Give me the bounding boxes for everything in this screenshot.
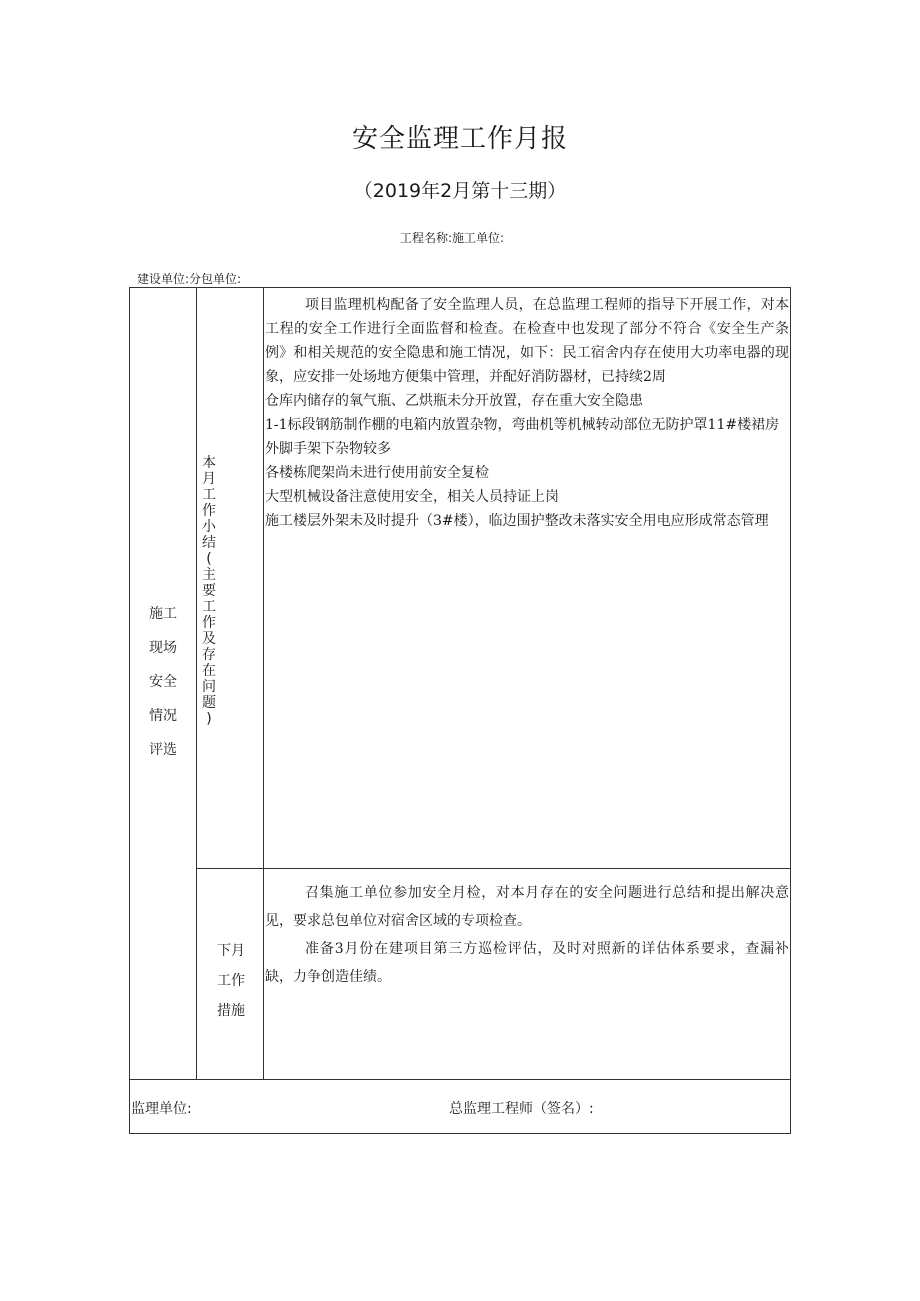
summary-line: 仓库内储存的氧气瓶、乙烘瓶未分开放置，存在重大安全隐患 (265, 393, 643, 409)
plan-label: 下月 工作 措施 (217, 943, 245, 1019)
summary-line: 施工楼层外架未及时提升（3#楼），临边围护整改未落实安全用电应形成常态管理 (265, 513, 769, 529)
summary-line: 各楼栋爬架尚未进行使用前安全复检 (265, 465, 489, 481)
issue-number: （2019年2月第十三期） (353, 180, 567, 202)
plan-paragraph: 召集施工单位参加安全月检，对本月存在的安全问题进行总结和提出解决意见，要求总包单位对宿舍区域的专项检查。 (265, 885, 789, 929)
monthly-summary (265, 293, 789, 533)
plan-paragraph: 准备3月份在建项目第三方巡检评估，及时对照新的详估体系要求，查漏补缺，力争创造佳绩。 (265, 941, 789, 985)
next-month-plan (265, 879, 789, 991)
project-name-line: 工程名称:施工单位: (400, 231, 505, 245)
supervisor-unit: 监理单位: (131, 1101, 192, 1117)
row-divider-footer (129, 1079, 791, 1080)
summary-label: 本 月 工 作 小 结 ( 主 要 工 作 及 存 在 问 题 ) (202, 455, 216, 727)
summary-line: 1-1标段钢筋制作棚的电箱内放置杂物，弯曲机等机械转动部位无防护罩11#楼裙房外脚手架下杂物较多 (265, 417, 780, 457)
report-title: 安全监理工作月报 (351, 124, 568, 154)
row-divider-plan (196, 868, 791, 869)
summary-paragraph: 项目监理机构配备了安全监理人员，在总监理工程师的指导下开展工作，对本工程的安全工作进行全面监督和检查。在检查中也发现了部分不符合《安全生产条例》和相关规范的安全隐患和施工情况，如下：民工宿舍内存在使用大功率电器的现象，应安排一处场地方便集中管理，并配好消防器材，已持续2周 (265, 297, 789, 385)
section-label: 施工 现场 安全 情况 评选 (149, 606, 177, 758)
construction-unit-line: 建设单位:分包单位: (137, 272, 242, 286)
summary-line: 大型机械设备注意使用安全，相关人员持证上岗 (265, 489, 559, 505)
chief-engineer-signature: 总监理工程师（签名）: (449, 1101, 594, 1117)
